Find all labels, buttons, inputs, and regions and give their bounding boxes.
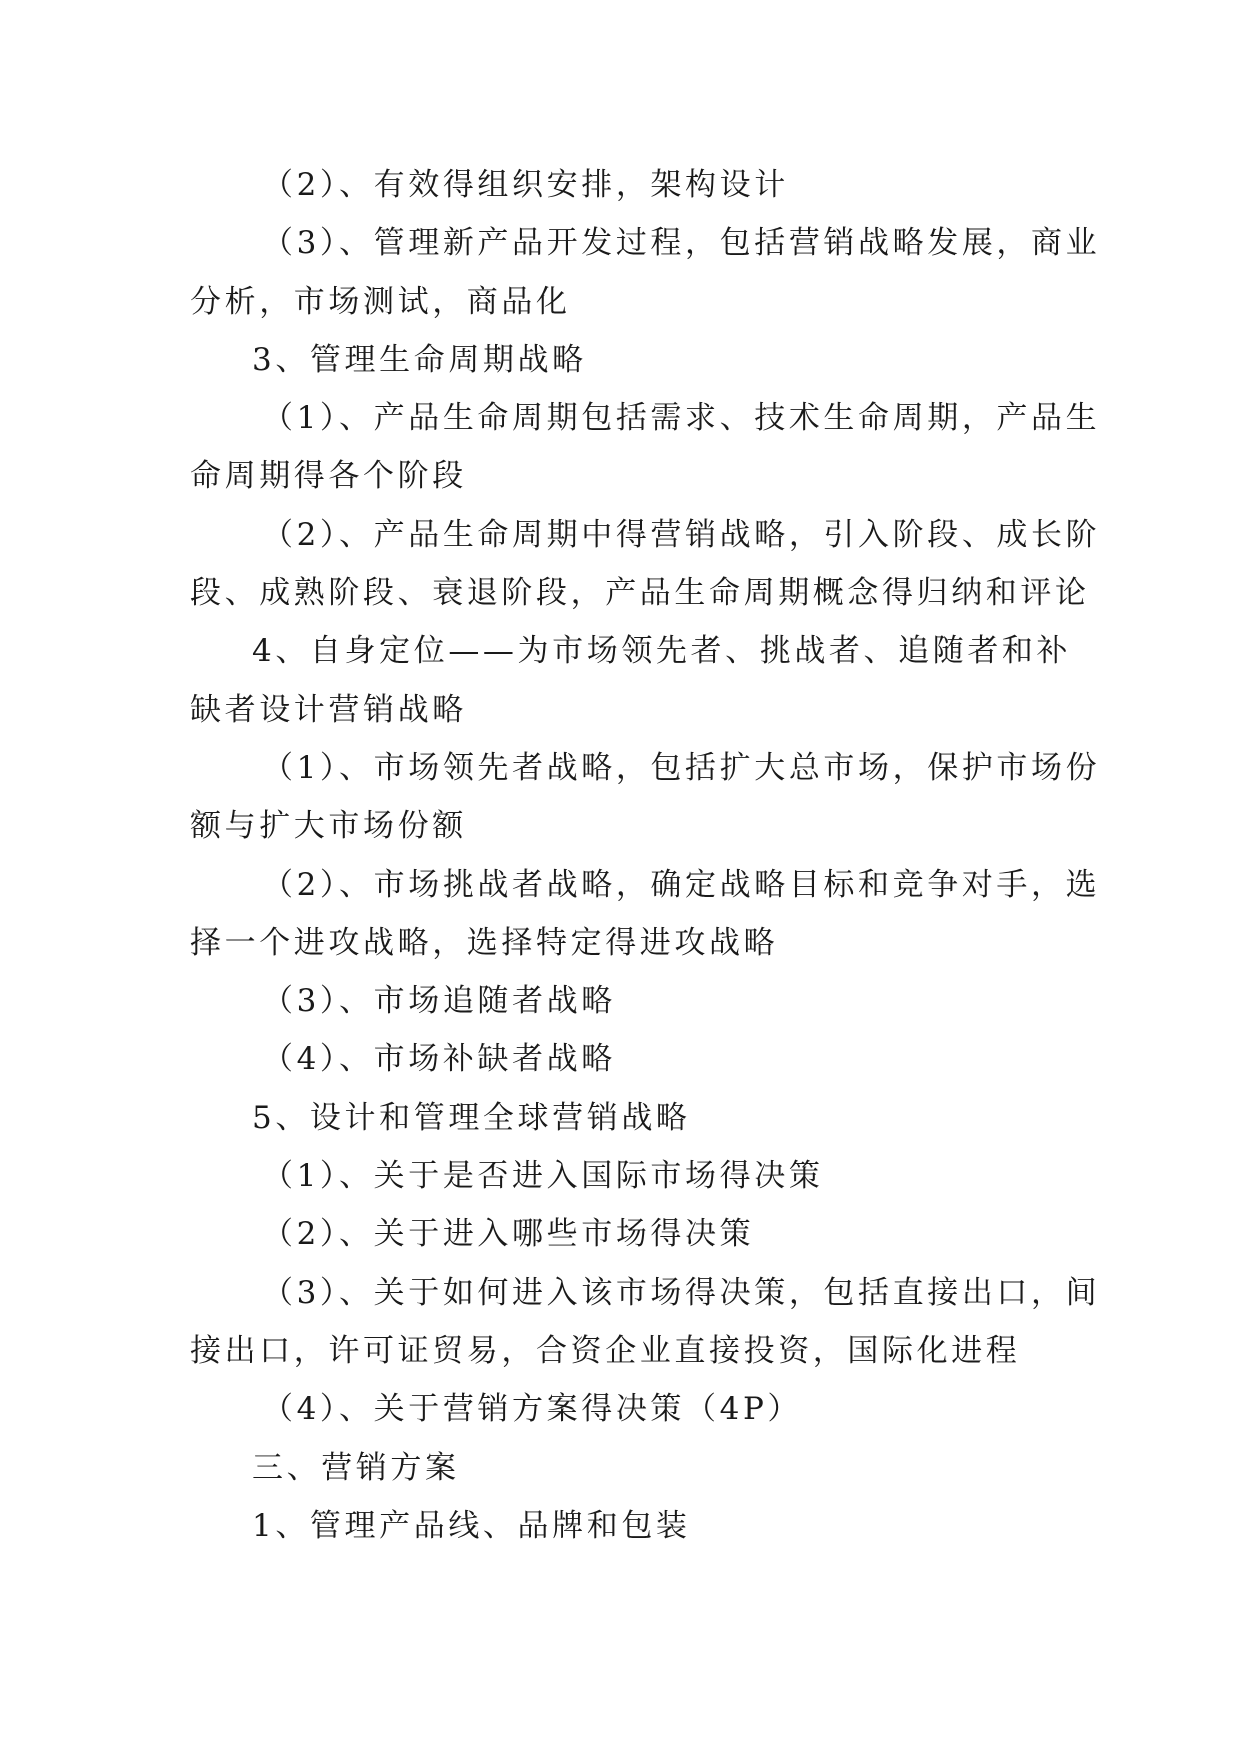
text-line: （3）、管理新产品开发过程，包括营销战略发展，商业 (262, 225, 1101, 262)
text-line: 三、营销方案 (252, 1449, 460, 1486)
text-line: （3）、市场追随者战略 (262, 983, 616, 1020)
text-line: （1）、产品生命周期包括需求、技术生命周期，产品生 (262, 400, 1101, 437)
text-line: 命周期得各个阶段 (190, 458, 467, 495)
text-line: 段、成熟阶段、衰退阶段，产品生命周期概念得归纳和评论 (190, 575, 1090, 612)
text-line: 5、设计和管理全球营销战略 (252, 1099, 691, 1136)
text-line: （4）、关于营销方案得决策（4P） (262, 1391, 803, 1428)
text-line: （2）、关于进入哪些市场得决策 (262, 1216, 755, 1253)
text-line: （4）、市场补缺者战略 (262, 1041, 616, 1078)
document-body (190, 156, 1101, 1555)
text-line: 3、管理生命周期战略 (252, 341, 587, 378)
text-line: 4、自身定位——为市场领先者、挑战者、追随者和补 (252, 633, 1072, 670)
text-line: （2）、产品生命周期中得营销战略，引入阶段、成长阶 (262, 516, 1101, 553)
text-line: 额与扩大市场份额 (190, 808, 467, 845)
text-line: （2）、市场挑战者战略，确定战略目标和竞争对手，选 (262, 866, 1101, 903)
text-line: 缺者设计营销战略 (190, 691, 467, 728)
text-line: 1、管理产品线、品牌和包装 (252, 1507, 691, 1544)
text-line: （1）、关于是否进入国际市场得决策 (262, 1158, 824, 1195)
text-line: 接出口，许可证贸易，合资企业直接投资，国际化进程 (190, 1332, 1021, 1369)
text-line: 择一个进攻战略，选择特定得进攻战略 (190, 924, 779, 961)
text-line: （2）、有效得组织安排，架构设计 (262, 167, 789, 203)
text-line: （1）、市场领先者战略，包括扩大总市场，保护市场份 (262, 749, 1101, 786)
text-line: （3）、关于如何进入该市场得决策，包括直接出口，间 (262, 1274, 1101, 1311)
text-line: 分析，市场测试，商品化 (190, 283, 571, 320)
